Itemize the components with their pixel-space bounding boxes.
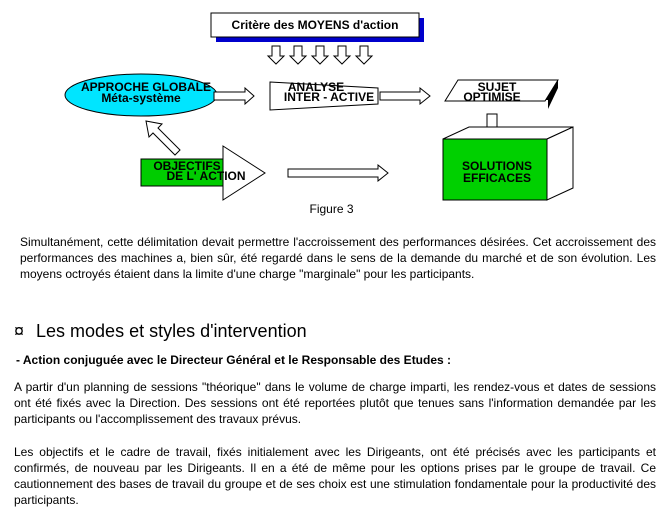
down-arrow-icon (312, 46, 328, 64)
figure-3-diagram (0, 0, 663, 205)
down-arrow-icon (334, 46, 350, 64)
figure-caption: Figure 3 (309, 202, 354, 216)
right-arrow-icon (214, 88, 254, 104)
approche-line2: Méta-système (101, 91, 181, 105)
analyse-node (270, 80, 378, 110)
right-arrow-icon (288, 165, 388, 181)
objectifs-line2: DE L' ACTION (166, 169, 246, 183)
paragraph-2: A partir d'un planning de sessions "théorique" dans le volume de charge imparti, les rendez-vous et dates de sessions ont été fixés avec la Direction. Des sessions ont été reportées plutôt que tenues sans l'information demandée par les participants ou l'accomplissement des travaux prévus. (14, 380, 656, 426)
sujet-optimise-node (445, 80, 558, 109)
subheading: - Action conjuguée avec le Directeur Général et le Responsable des Etudes : (16, 353, 452, 367)
sujet-line2: OPTIMISE (463, 90, 521, 104)
solutions-efficaces-node (443, 127, 573, 200)
down-arrow-icon (268, 46, 284, 64)
approche-line1: APPROCHE GLOBALE (80, 80, 212, 94)
solutions-line1: SOLUTIONS (461, 159, 533, 173)
section-heading (14, 319, 307, 343)
down-arrow-icon (356, 46, 372, 64)
down-arrow-icon (290, 46, 306, 64)
section-bullet-icon: ¤ (14, 321, 25, 341)
objectifs-line1: OBJECTIFS (153, 159, 221, 173)
solutions-line2: EFFICACES (462, 171, 532, 185)
up-left-arrow-icon (146, 121, 180, 155)
sujet-line1: SUJET (477, 80, 517, 94)
criteria-box (211, 13, 424, 42)
analyse-line1: ANALYSE (287, 80, 345, 94)
right-arrow-icon (380, 88, 430, 104)
analyse-line2: INTER - ACTIVE (283, 90, 375, 104)
paragraph-1: Simultanément, cette délimitation devait permettre l'accroissement des performances désirées. Cet accroissement des performances des machines a, bien sûr, été regardé dans le sens de la demande du marché et de son évolution. Les moyens octroyés étaient dans la limite d'une charge "marginale" pour les participants. (20, 235, 656, 281)
section-title: Les modes et styles d'intervention (36, 321, 307, 341)
criteria-title: Critère des MOYENS d'action (231, 18, 399, 32)
approche-globale-node (65, 74, 217, 116)
objectifs-node (141, 146, 265, 200)
paragraph-3: Les objectifs et le cadre de travail, fixés initialement avec les Dirigeants, ont été précisés avec les participants et confirmés, de nouveau par les Dirigeants. Il en a été de même pour les options prises par le groupe de travail. Ce cautionnement des bases de travail du groupe et de ses choix est une stimulation fondamentale pour la productivité des participants. (14, 445, 656, 507)
down-arrows (268, 46, 372, 64)
